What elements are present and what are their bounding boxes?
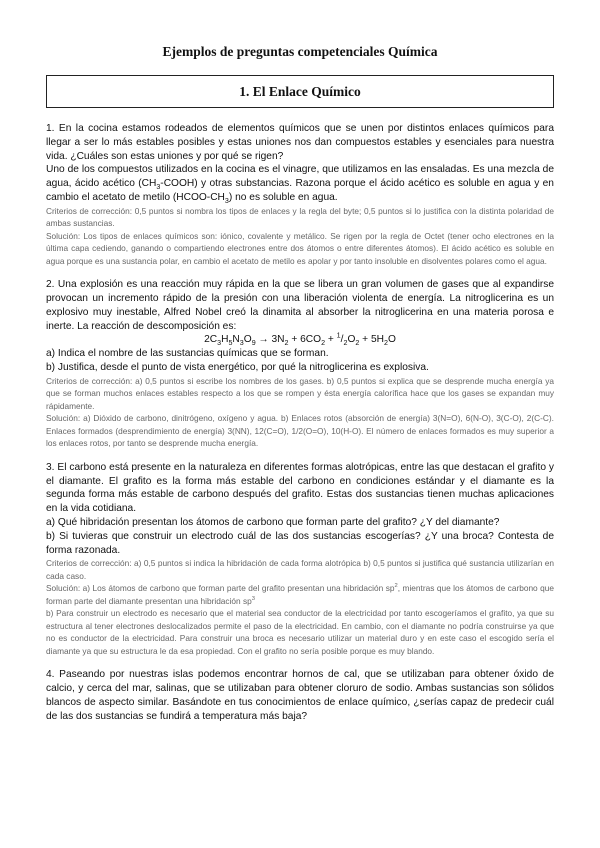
- question-4: [46, 668, 554, 723]
- question-1: [46, 122, 554, 267]
- question-2: [46, 278, 554, 450]
- question-3-solution-b: b) Para construir un electrodo es necesario que el material sea conductor de la electricidad por tanto escogeríamos el grafito, ya que su estructura al tener electrones deslocalizados permite el paso de la electricidad. En cambio, con el diamante no podría construirse ya que no es conductor de la electricidad. Para construir una broca es necesario utilizar un material duro y en este caso el escogido sería el diamante ya que su estructura le da esa propiedad. Con el grafito no sería posible porque es muy blando.: [46, 608, 554, 656]
- question-4-statement: 4. Paseando por nuestras islas podemos encontrar hornos de cal, que se utilizaban para obtener óxido de calcio, y cerca del mar, salinas, que se utilizaban para obtener cloruro de sodio. Ambas sustancias son sólidos blancos de aspecto similar. Basándote en tus conocimientos de enlace químico, ¿serías capaz de predecir cuál de las dos sustancias se fundirá a temperatura más baja?: [46, 669, 554, 722]
- question-1-subquestion: Uno de los compuestos utilizados en la cocina es el vinagre, que utilizamos en las ensaladas. Es una mezcla de agua, ácido acético $(CH_3-COOH)$ y otras substancias. Razona porque el ácido acético es soluble en agua y en cambio el acetato de metilo $(HCOO-CH_3)$ no es soluble en agua.: [46, 164, 554, 206]
- question-3-part-b: b) Si tuvieras que construir un electrodo cuál de las dos sustancias escogerías? ¿Y una broca? Contesta de forma razonada.: [46, 530, 554, 556]
- section-title: 1. El Enlace Químico: [239, 83, 361, 99]
- question-1-solution: Solución: Los tipos de enlaces químicos son: iónico, covalente y metálico. Se rigen por la regla de Octet (tener ocho electrones en la última capa cediendo, ganando o compartiendo electrones entre dos átomos o entre diferentes átomos). El ácido acético es soluble en agua porque es una sustancia polar, en cambio el acetato de metilo es apolar y por tanto insoluble en disolventes polares como el agua.: [46, 230, 554, 266]
- decomposition-equation: $2C_3H_5N_3O_9 \to 3N_2 + 6CO_2 + ^1/_2O_2 + 5H_2O$: [204, 332, 396, 348]
- question-2-part-a: a) Indica el nombre de las sustancias químicas que se forman.: [46, 348, 329, 360]
- question-3: [46, 461, 554, 658]
- question-1-statement: 1. En la cocina estamos rodeados de elementos químicos que se unen por distintos enlaces químicos para llegar a ser lo más estables posibles y estas uniones nos dan compuestos estables y esenciales para nuestra vida. ¿Cuáles son estas uniones y por qué se rigen?: [46, 123, 554, 162]
- question-3-solution-a: Solución: a) Los átomos de carbono que forman parte del grafito presentan una hibridación $sp^2$, mientras que los átomos de carbono que forman parte del diamante presentan una hibridación $sp^3$: [46, 583, 554, 606]
- section-heading-box: [46, 75, 554, 108]
- question-3-part-a: a) Qué hibridación presentan los átomos de carbono que forman parte del grafito? ¿Y del diamante?: [46, 517, 500, 529]
- question-1-criteria: Criterios de corrección: 0,5 puntos si nombra los tipos de enlaces y la regla del byte; 0,5 puntos si lo justifica con la distinta polaridad de ambas sustancias.: [46, 205, 554, 229]
- question-2-statement: 2. Una explosión es una reacción muy rápida en la que se libera un gran volumen de gases que al expandirse provocan un incremento rápido de la presión con una liberación violenta de energía. La nitroglicerina es un explosivo muy inestable, Alfred Nobel creó la dinamita al absorber la nitroglicerina en una materia porosa e inerte. La reacción de descomposición es:: [46, 279, 554, 332]
- document-title: Ejemplos de preguntas competenciales Química: [162, 44, 438, 59]
- question-2-criteria: Criterios de corrección: a) 0,5 puntos si escribe los nombres de los gases. b) 0,5 puntos si explica que se desprende mucha energía ya que se forman muchos enlaces estables respecto a los que se rompen y ésta energía calorífica hace que los gases se expandan muy rápidamente.: [46, 375, 554, 411]
- question-2-solution: Solución: a) Dióxido de carbono, dinitrógeno, oxígeno y agua. b) Enlaces rotos (absorción de energía) 3(N=O), 6(N-O), 3(C-O), 2(C-C). Enlaces formados (desprendimiento de energía) 3(NN), 12(C=O), 1/2(O=O), 10(H-O). El número de enlaces formados es muy superior a los enlaces rotos, por tanto se desprende mucha energía.: [46, 413, 554, 449]
- question-3-criteria: Criterios de corrección: a) 0,5 puntos si indica la hibridación de cada forma alotrópica b) 0,5 puntos si justifica qué sustancia utilizarían en cada caso.: [46, 558, 554, 581]
- question-2-part-b: b) Justifica, desde el punto de vista energético, por qué la nitroglicerina es explosiva.: [46, 362, 429, 374]
- question-3-statement: 3. El carbono está presente en la naturaleza en diferentes formas alotrópicas, entre las que destacan el grafito y el diamante. El grafito es la forma más estable del carbono en condiciones estándar y el diamante es la segunda forma más estable de carbono después del grafito. Estas dos sustancias tienen muchas aplicaciones en la vida cotidiana.: [46, 461, 554, 515]
- questions-content: [46, 122, 554, 735]
